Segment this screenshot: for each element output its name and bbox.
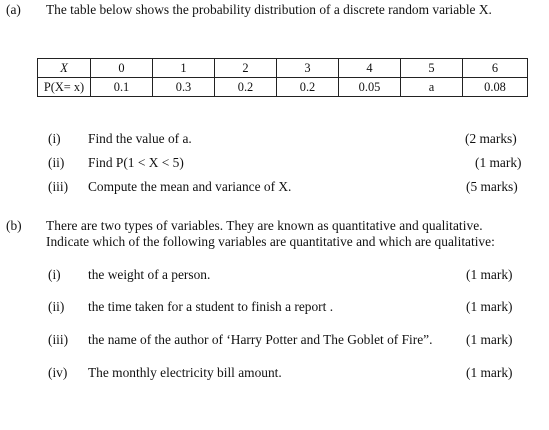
question-marks: (1 mark) [466, 267, 513, 282]
question-marks: (2 marks) [465, 131, 517, 146]
question-number: (ii) [48, 155, 65, 170]
x-value-cell: 5 [401, 59, 463, 78]
question-marks: (1 mark) [466, 332, 513, 347]
question-number: (i) [48, 131, 61, 146]
probability-cell: 0.3 [153, 78, 215, 97]
probability-cell: 0.2 [277, 78, 339, 97]
x-value-cell: 4 [339, 59, 401, 78]
probability-cell: 0.2 [215, 78, 277, 97]
probability-distribution-table [37, 58, 528, 97]
question-text: the name of the author of ‘Harry Potter and The Goblet of Fire”. [88, 332, 433, 347]
x-value-cell: 6 [463, 59, 528, 78]
question-number: (iii) [48, 332, 69, 347]
question-text: Find the value of a. [88, 131, 192, 146]
question-marks: (5 marks) [466, 179, 518, 194]
question-text: the weight of a person. [88, 267, 211, 282]
part-b-intro-line2: Indicate which of the following variables are quantitative and which are qualitative: [46, 234, 495, 249]
probability-cell: 0.1 [91, 78, 153, 97]
part-a-label: (a) [6, 2, 21, 17]
question-text: Find P(1 < X < 5) [88, 155, 184, 170]
table-row-x [38, 59, 528, 78]
part-b-intro-line1: There are two types of variables. They are known as quantitative and qualitative. [46, 218, 483, 233]
question-number: (iii) [48, 179, 69, 194]
table-header-probability: P(X= x) [38, 78, 91, 97]
part-b-label: (b) [6, 218, 22, 233]
x-value-cell: 0 [91, 59, 153, 78]
part-a-intro: The table below shows the probability distribution of a discrete random variable X. [46, 2, 492, 17]
question-marks: (1 mark) [466, 365, 513, 380]
question-text: the time taken for a student to finish a report . [88, 299, 334, 314]
probability-cell: a [401, 78, 463, 97]
question-number: (ii) [48, 299, 65, 314]
table-row-probability [38, 78, 528, 97]
question-marks: (1 mark) [475, 155, 522, 170]
x-value-cell: 3 [277, 59, 339, 78]
question-text: The monthly electricity bill amount. [88, 365, 282, 380]
question-marks: (1 mark) [466, 299, 513, 314]
probability-cell: 0.08 [463, 78, 528, 97]
probability-cell: 0.05 [339, 78, 401, 97]
question-text: Compute the mean and variance of X. [88, 179, 292, 194]
question-number: (i) [48, 267, 61, 282]
table-header-x: X [38, 59, 91, 78]
x-value-cell: 2 [215, 59, 277, 78]
x-value-cell: 1 [153, 59, 215, 78]
question-number: (iv) [48, 365, 68, 380]
